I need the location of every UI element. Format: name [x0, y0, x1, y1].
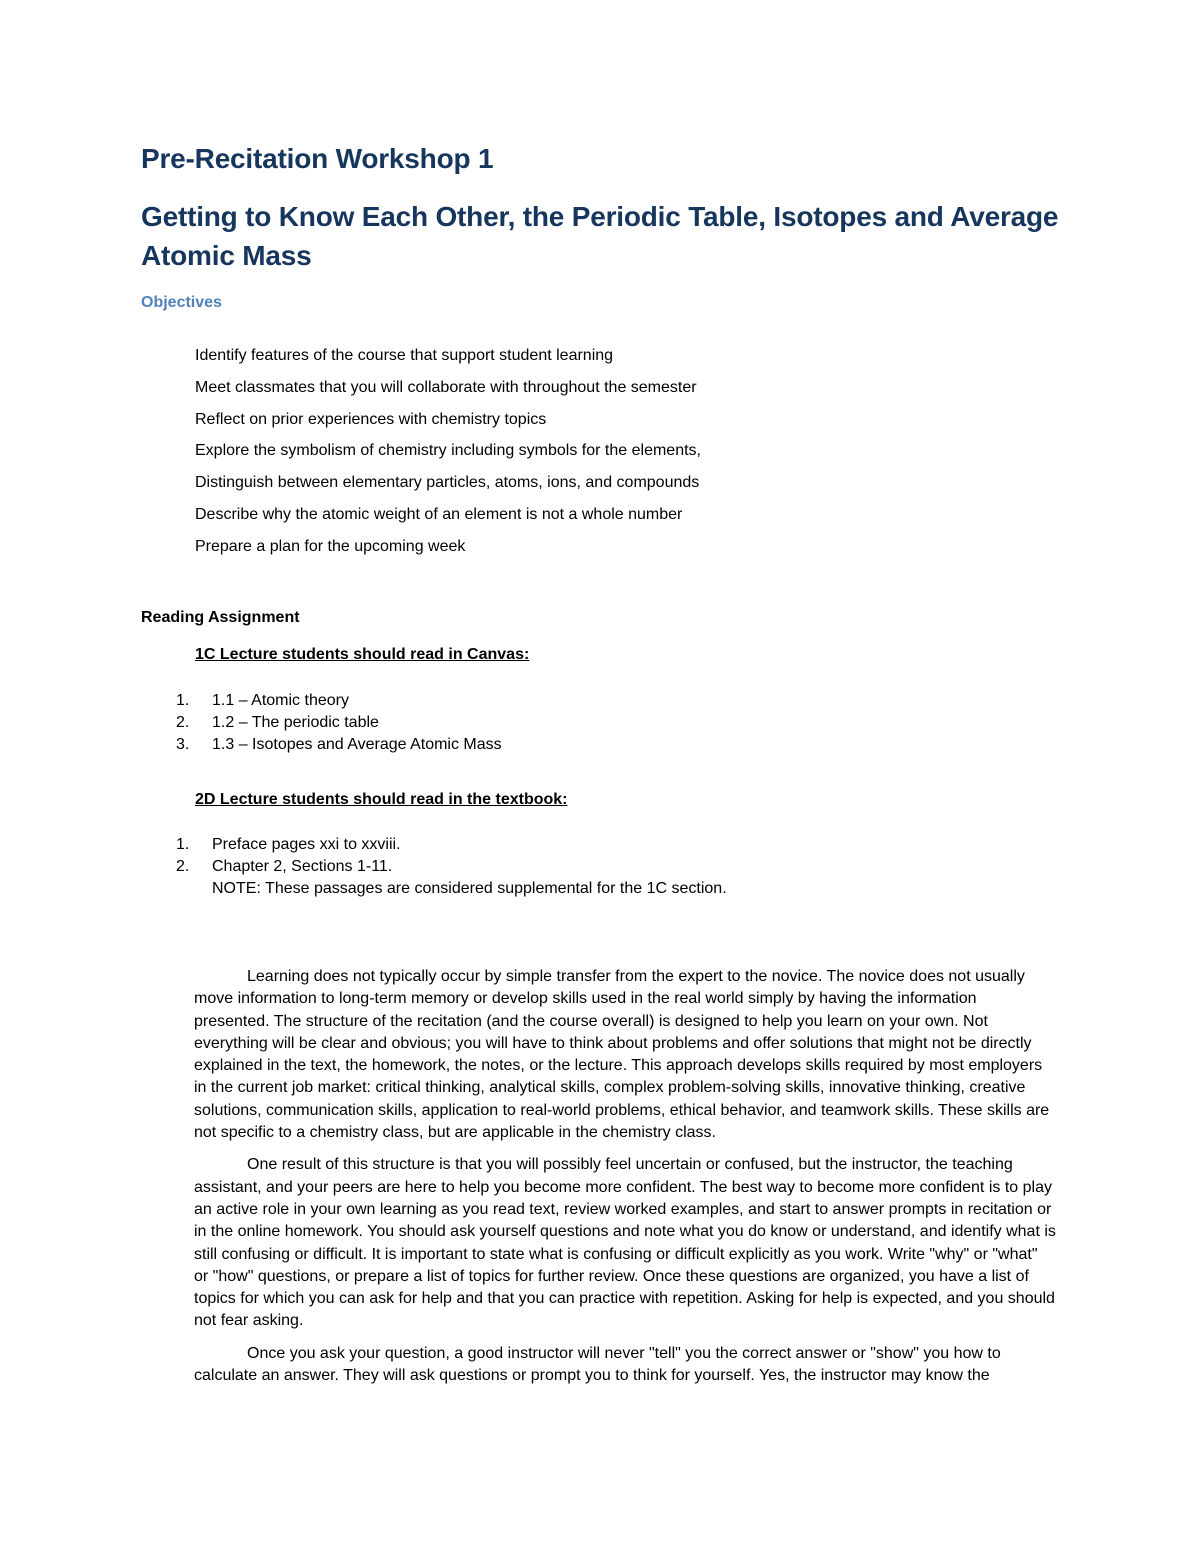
- objective-item: Explore the symbolism of chemistry including symbols for the elements,: [195, 442, 701, 460]
- paragraph: One result of this structure is that you will possibly feel uncertain or confused, but the instructor, the teaching assistant, and your peers are here to help you become more confident. The best way to become more confident is to play an active role in your own learning as you read text, review worked examples, and start to answer prompts in recitation or in the online homework. You should ask yourself questions and note what you do know or understand, and identify what is still confusing or difficult. It is important to state what is confusing or difficult explicitly as you work. Write "why" or "what" or "how" questions, or prepare a list of topics for further review. Once these questions are organized, you have a list of topics for which you can ask for help and that you can practice with repetition. Asking for help is expected, and you should not fear asking.: [194, 1156, 1056, 1330]
- objective-item: Meet classmates that you will collaborate with throughout the semester: [195, 378, 697, 396]
- item-text: 1.3 – Isotopes and Average Atomic Mass: [212, 736, 502, 753]
- item-number: 3.: [176, 736, 190, 753]
- reading-item: [141, 690, 502, 712]
- group-2d-list: [141, 834, 727, 900]
- page-title: Pre-Recitation Workshop 1: [141, 143, 494, 174]
- objective-item: Prepare a plan for the upcoming week: [195, 537, 466, 555]
- reading-item: [141, 712, 502, 734]
- reading-assignment-heading: Reading Assignment: [141, 609, 300, 626]
- objective-item: Distinguish between elementary particles, atoms, ions, and compounds: [195, 474, 700, 492]
- item-number: 2.: [176, 858, 190, 875]
- objectives-list: [195, 345, 701, 568]
- reading-item: [141, 856, 727, 900]
- page-subtitle: Getting to Know Each Other, the Periodic Table, Isotopes and Average Atomic Mass: [141, 201, 1059, 271]
- paragraph: Once you ask your question, a good instructor will never "tell" you the correct answer or "show" you how to calculate an answer. They will ask questions or prompt you to think for yourself. Yes, the instructor may know the: [194, 1344, 1001, 1385]
- item-text: 1.1 – Atomic theory: [212, 692, 349, 709]
- supplemental-note: NOTE: These passages are considered supplemental for the 1C section.: [212, 880, 727, 897]
- group-2d-heading: 2D Lecture students should read in the textbook:: [195, 791, 568, 808]
- objective-item: Identify features of the course that support student learning: [195, 347, 614, 364]
- reading-item: [141, 834, 727, 856]
- item-number: 1.: [176, 836, 190, 853]
- objective-item: Reflect on prior experiences with chemistry topics: [195, 410, 547, 428]
- item-text: Preface pages xxi to xxviii.: [212, 836, 401, 853]
- body-text: [194, 966, 1056, 1397]
- item-text: 1.2 – The periodic table: [212, 714, 379, 731]
- item-number: 2.: [176, 714, 190, 731]
- objective-item: Describe why the atomic weight of an element is not a whole number: [195, 505, 683, 523]
- objectives-heading: Objectives: [141, 294, 222, 311]
- paragraph: Learning does not typically occur by simple transfer from the expert to the novice. The novice does not usually move information to long-term memory or develop skills used in the real world simply by having the information presented. The structure of the recitation (and the course overall) is designed to help you learn on your own. Not everything will be clear and obvious; you will have to think about problems and offer solutions that might not be directly explained in the text, the homework, the notes, or the lecture. This approach develops skills required by most employers in the current job market: critical thinking, analytical skills, complex problem-solving skills, innovative thinking, creative solutions, communication skills, application to real-world problems, ethical behavior, and teamwork skills. These skills are not specific to a chemistry class, but are applicable in the chemistry class.: [194, 968, 1050, 1142]
- item-number: 1.: [176, 692, 190, 709]
- reading-item: [141, 734, 502, 756]
- group-1c-heading: 1C Lecture students should read in Canvas:: [195, 646, 530, 663]
- group-1c-list: [141, 690, 502, 756]
- item-text: Chapter 2, Sections 1-11.: [212, 858, 393, 875]
